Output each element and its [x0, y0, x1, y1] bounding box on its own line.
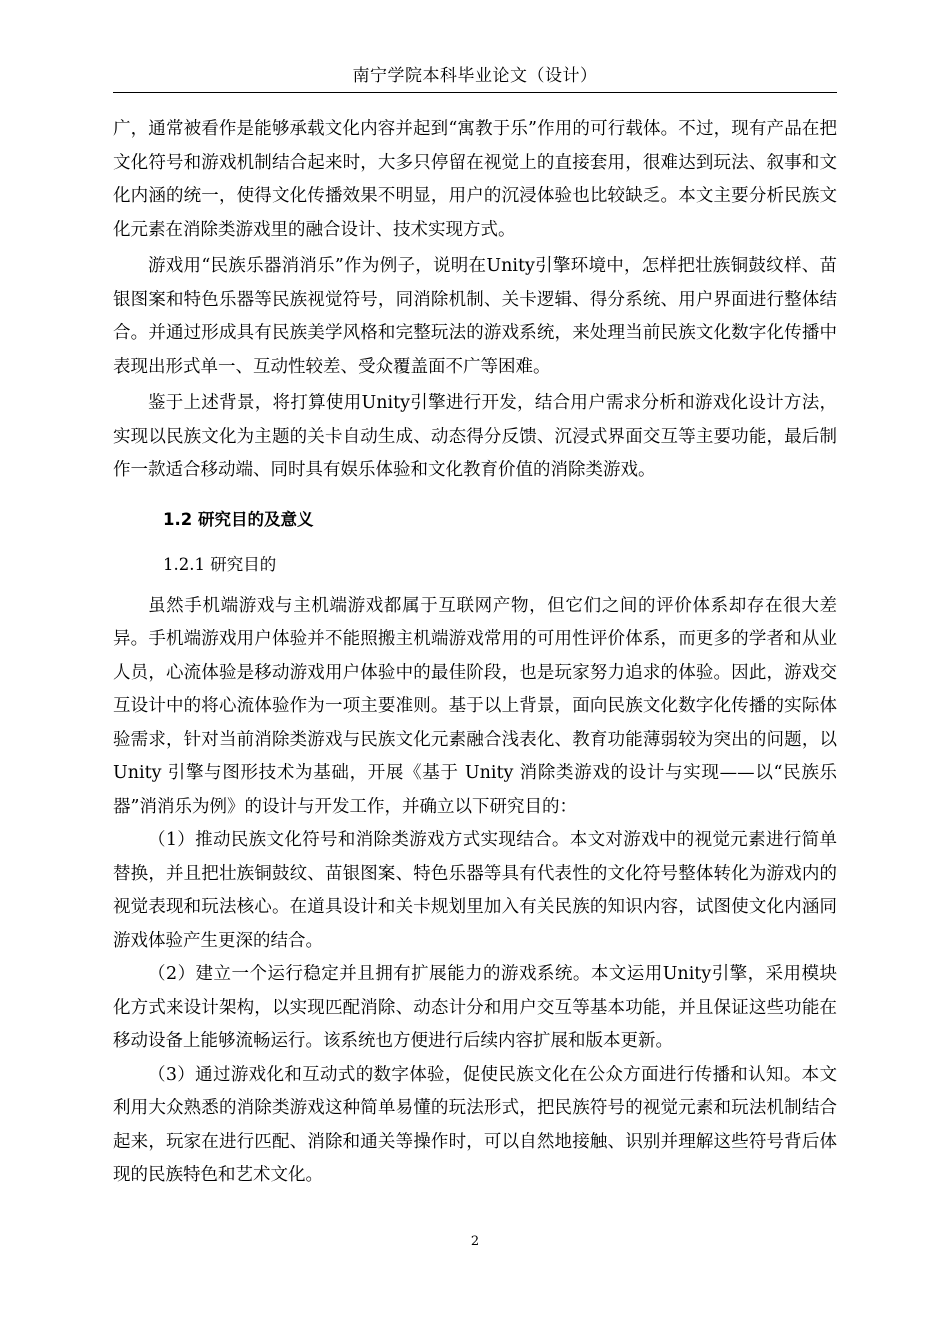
paragraph-background: 鉴于上述背景，将打算使用Unity引擎进行开发，结合用户需求分析和游戏化设计方法，实现以民族文化为主题的关卡自动生成、动态得分反馈、沉浸式界面交互等主要功能，最后制作一款适合移动端、同时具有娱乐体验和文化教育价值的消除类游戏。 [113, 393, 837, 480]
header-divider [113, 92, 837, 93]
page-number: 2 [470, 1234, 480, 1249]
list-item-purpose-3: （3）通过游戏化和互动式的数字体验，促使民族文化在公众方面进行传播和认知。本文利用大众熟悉的消除类游戏这种简单易懂的玩法形式，把民族符号的视觉元素和玩法机制结合起来，玩家在进行匹配、消除和通关等操作时，可以自然地接触、识别并理解这些符号背后体现的民族特色和艺术文化。 [113, 1064, 837, 1185]
paragraph-game-example: 游戏用“民族乐器消消乐”作为例子，说明在Unity引擎环境中，怎样把壮族铜鼓纹样、苗银图案和特色乐器等民族视觉符号，同消除机制、关卡逻辑、得分系统、用户界面进行整体结合。并通过形成具有民族美学风格和完整玩法的游戏系统，来处理当前民族文化数字化传播中表现出形式单一、互动性较差、受众覆盖面不广等困难。 [113, 256, 837, 377]
list-item-purpose-1: （1）推动民族文化符号和消除类游戏方式实现结合。本文对游戏中的视觉元素进行简单替换，并且把壮族铜鼓纹、苗银图案、特色乐器等具有代表性的文化符号整体转化为游戏内的视觉表现和玩法核心。在道具设计和关卡规划里加入有关民族的知识内容，试图使文化内涵同游戏体验产生更深的结合。 [113, 830, 837, 951]
section-heading: 1.2 研究目的及意义 [163, 509, 314, 529]
page-body [113, 113, 837, 1193]
paragraph-research-purpose: 虽然手机端游戏与主机端游戏都属于互联网产物，但它们之间的评价体系却存在很大差异。手机端游戏用户体验并不能照搬主机端游戏常用的可用性评价体系，而更多的学者和从业人员，心流体验是移动游戏用户体验中的最佳阶段，也是玩家努力追求的体验。因此，游戏交互设计中的将心流体验作为一项主要准则。基于以上背景，面向民族文化数字化传播的实际体验需求，针对当前消除类游戏与民族文化元素融合浅表化、教育功能薄弱较为突出的问题，以 Unity 引擎与图形技术为基础，开展《基于 Unity 消除类游戏的设计与实现——以“民族乐器”消消乐为例》的设计与开发工作，并确立以下研究目的： [113, 595, 837, 817]
subsection-heading: 1.2.1 研究目的 [163, 554, 277, 574]
running-header: 南宁学院本科毕业论文（设计） [352, 66, 598, 86]
list-item-purpose-2: （2）建立一个运行稳定并且拥有扩展能力的游戏系统。本文运用Unity引擎，采用模块化方式来设计架构，以实现匹配消除、动态计分和用户交互等基本功能，并且保证这些功能在移动设备上能够流畅运行。该系统也方便进行后续内容扩展和版本更新。 [113, 964, 837, 1051]
paragraph-continued: 广，通常被看作是能够承载文化内容并起到“寓教于乐”作用的可行载体。不过，现有产品在把文化符号和游戏机制结合起来时，大多只停留在视觉上的直接套用，很难达到玩法、叙事和文化内涵的统一，使得文化传播效果不明显，用户的沉浸体验也比较缺乏。本文主要分析民族文化元素在消除类游戏里的融合设计、技术实现方式。 [113, 119, 837, 240]
